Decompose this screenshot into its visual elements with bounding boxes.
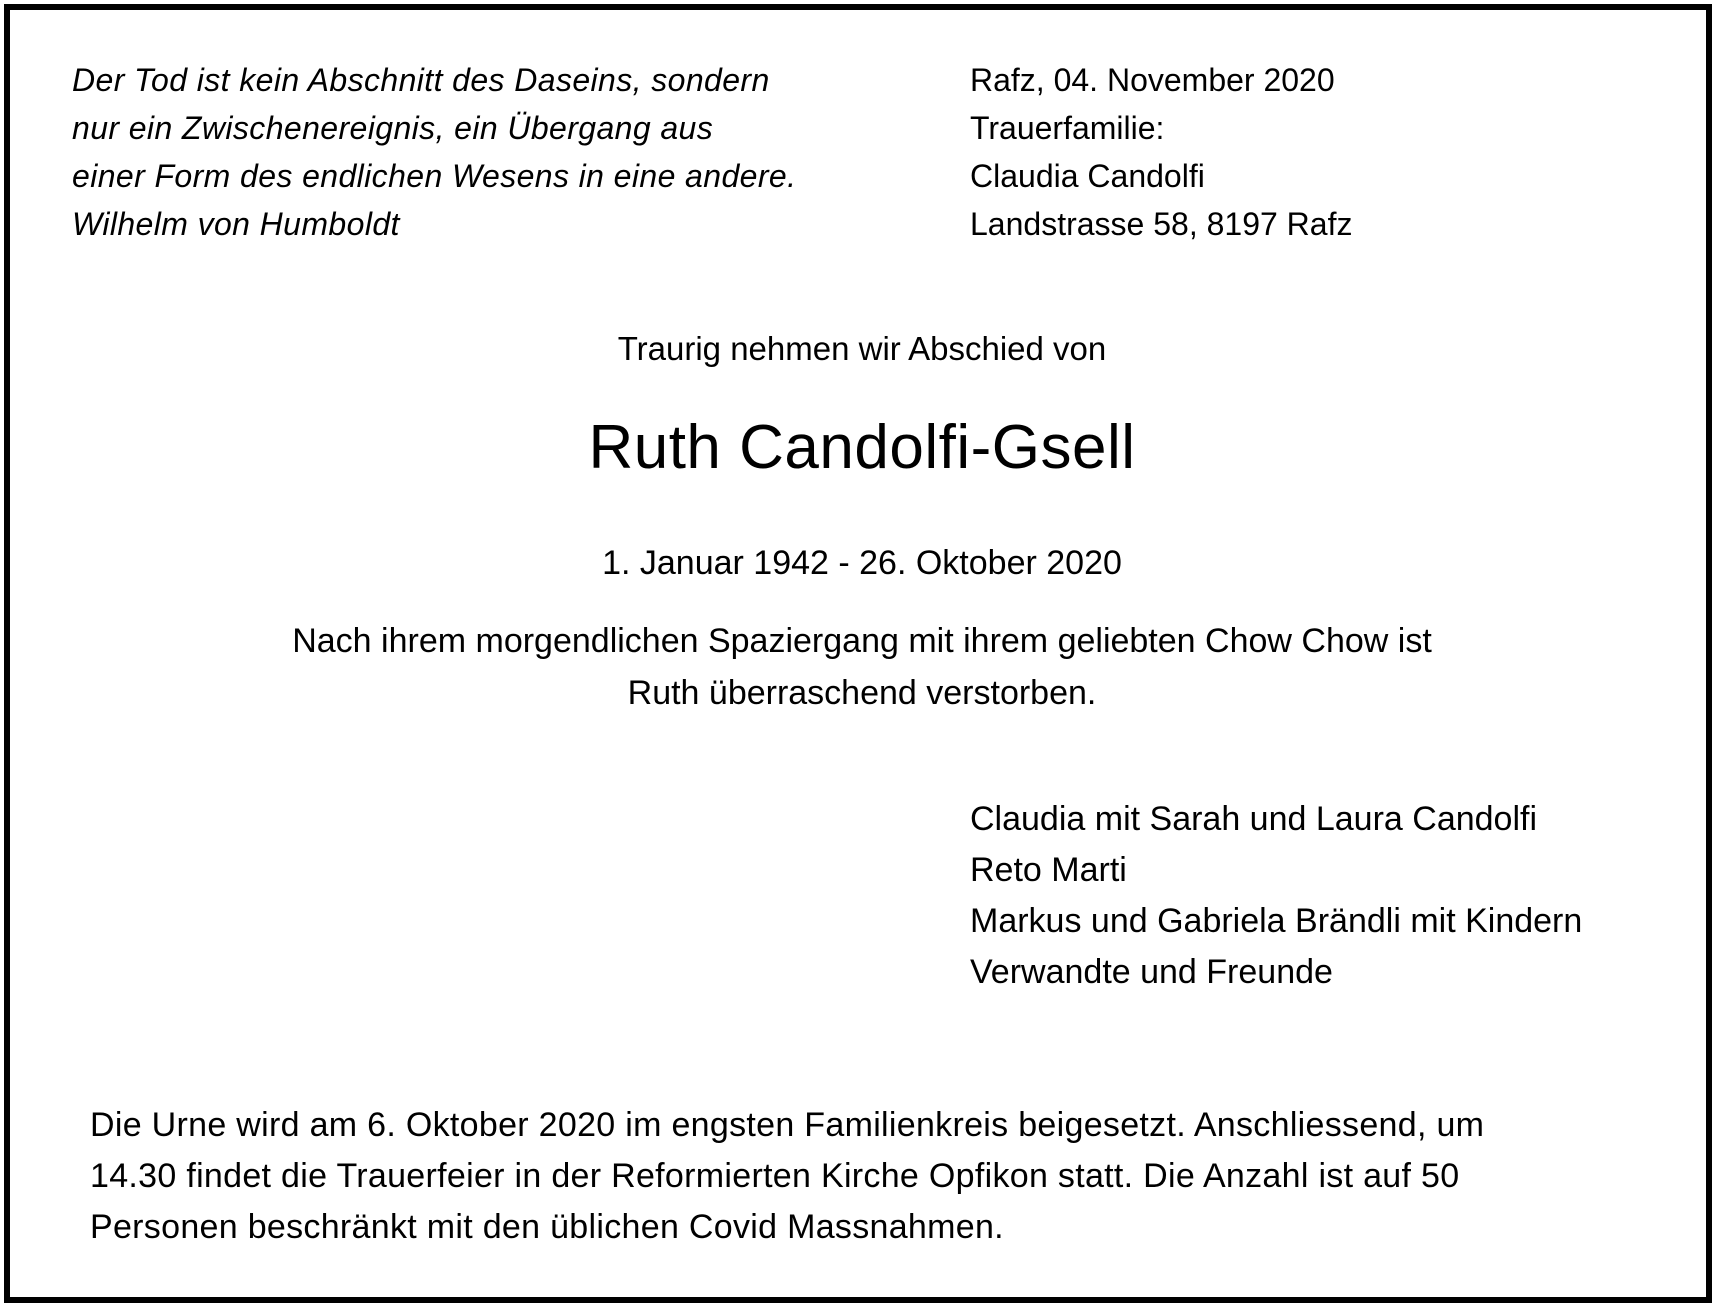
funeral-line: Personen beschränkt mit den üblichen Covid Massnahmen. — [90, 1208, 1004, 1246]
mourners-list — [970, 794, 1690, 998]
farewell-intro: Traurig nehmen wir Abschied von — [617, 330, 1107, 367]
funeral-line: 14.30 findet die Trauerfeier in der Reformierten Kirche Opfikon statt. Die Anzahl ist auf 50 — [90, 1157, 1460, 1195]
message-line: Ruth überraschend verstorben. — [627, 674, 1097, 712]
mourner-entry: Markus und Gabriela Brändli mit Kindern — [970, 902, 1583, 940]
funeral-line: Die Urne wird am 6. Oktober 2020 im engsten Familienkreis beigesetzt. Anschliessend, um — [90, 1106, 1485, 1144]
mourner-entry: Verwandte und Freunde — [970, 953, 1333, 991]
quote-line: Der Tod ist kein Abschnitt des Daseins, sondern — [72, 62, 770, 98]
contact-name: Claudia Candolfi — [970, 158, 1205, 194]
funeral-details — [90, 1100, 1650, 1253]
death-message — [0, 615, 1724, 719]
life-dates: 1. Januar 1942 - 26. Oktober 2020 — [602, 544, 1122, 582]
message-line: Nach ihrem morgendlichen Spaziergang mit ihrem geliebten Chow Chow ist — [292, 622, 1432, 660]
quote-line: einer Form des endlichen Wesens in eine andere. — [72, 158, 797, 194]
family-label: Trauerfamilie: — [970, 110, 1165, 146]
mourner-entry: Claudia mit Sarah und Laura Candolfi — [970, 800, 1538, 838]
contact-address: Landstrasse 58, 8197 Rafz — [970, 206, 1353, 242]
deceased-name: Ruth Candolfi-Gsell — [588, 413, 1136, 482]
place-date: Rafz, 04. November 2020 — [970, 62, 1335, 98]
family-contact-block — [970, 56, 1670, 248]
humboldt-quote — [72, 56, 892, 248]
mourner-entry: Reto Marti — [970, 851, 1127, 889]
quote-author: Wilhelm von Humboldt — [72, 206, 400, 242]
quote-line: nur ein Zwischenereignis, ein Übergang aus — [72, 110, 714, 146]
